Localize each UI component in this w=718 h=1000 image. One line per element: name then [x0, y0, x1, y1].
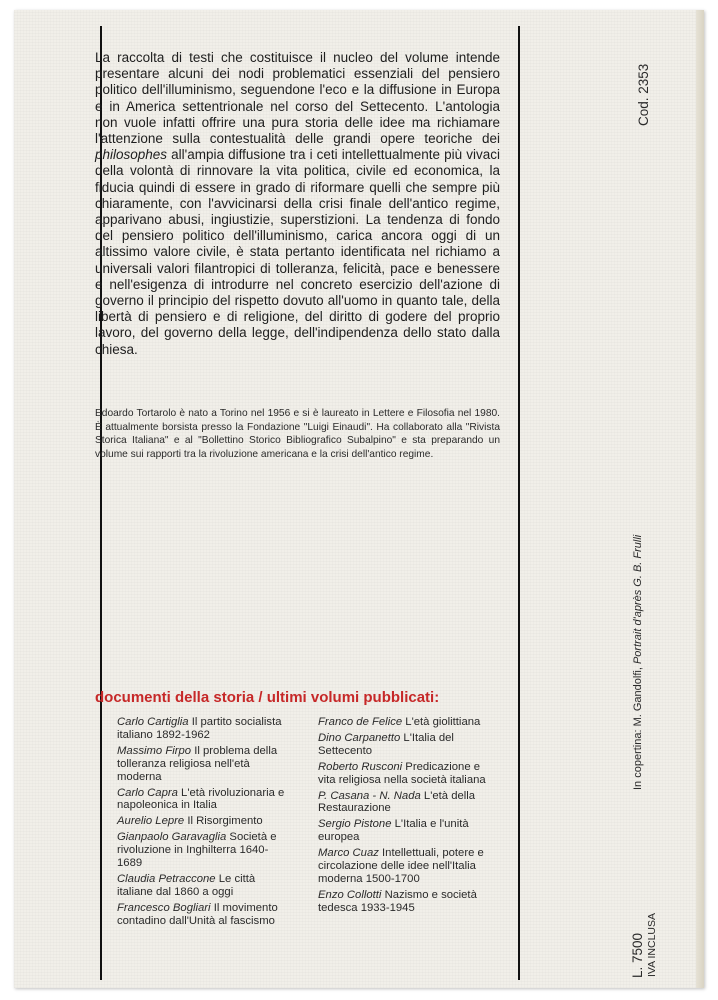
list-item: [117, 787, 287, 813]
vat-label: IVA INCLUSA: [646, 913, 658, 977]
description-part-1: La raccolta di testi che costituisce il nucleo del volume intende presentare alcuni dei nodi problematici essenziali del pensiero politico dell'illuminismo, seguendone l'eco e la diffusione in Europa e in America settentrionale nel corso del Settecento. L'antologia non vuole infatti offrire una pura storia delle idee ma richiamare l'attenzione sulla contestualità delle grandi opere teoriche dei: [95, 50, 500, 147]
list-item-title: Il partito socialista italiano 1892-1962: [117, 716, 282, 741]
list-item-title: L'età rivoluzionaria e napoleonica in Italia: [117, 786, 285, 812]
list-item-author: P. Casana - N. Nada: [318, 789, 421, 802]
list-item-author: Enzo Collotti: [318, 888, 382, 901]
description-part-2: all'ampia diffusione tra i ceti intellettualmente più vivaci della volontà di rinnovare la vita politica, civile ed economica, la fiducia quindi di essere in grado di riformare quelli che sempre più chiaramente, con l'avvicinarsi della crisi finale dell'antico regime, apparivano abusi, ingiustizie, superstizioni. La tendenza di fondo del pensiero politico dell'illuminismo, carica ancora oggi di un altissimo valore civile, è stata pertanto identificata nel richiamo a universali valori filantropici di tolleranza, felicità, pace e benessere e nell'esigenza di introdurre nel concreto esercizio dell'azione di governo il principio del rispetto dovuto all'uomo in quanto tale, della libertà di pensiero e di religione, del diritto di godere del proprio lavoro, del governo della legge, dell'indipendenza dello stato dalla chiesa.: [95, 147, 500, 357]
list-item-title: L'Italia del Settecento: [318, 731, 454, 757]
list-item-title: L'età della Restaurazione: [318, 789, 476, 815]
list-item: [318, 716, 488, 729]
series-list-right: [318, 716, 488, 918]
series-list-left: [117, 716, 287, 931]
list-item-author: Franco de Felice: [318, 716, 403, 728]
list-item-author: Roberto Rusconi: [318, 760, 403, 773]
list-item-title: L'età giolittiana: [405, 716, 481, 728]
cover-credit-title: Portrait d'après G. B. Frulli: [632, 534, 644, 665]
list-item-title: Il problema della tolleranza religiosa nell'età moderna: [117, 744, 278, 783]
cover-credit: [632, 535, 644, 790]
cover-credit-prefix: In copertina: M. Gandolfi,: [632, 667, 644, 790]
list-item: [318, 889, 488, 915]
list-item-author: Gianpaolo Garavaglia: [117, 831, 227, 844]
list-item-author: Aurelio Lepre: [117, 815, 185, 828]
list-item: [117, 873, 287, 899]
list-item-author: Sergio Pistone: [318, 818, 392, 831]
list-item: [117, 831, 287, 870]
list-item: [117, 716, 287, 742]
author-bio: Edoardo Tortarolo è nato a Torino nel 1956 e si è laureato in Lettere e Filosofia nel 1980. È attualmente borsista presso la Fondazione "Luigi Einaudi". Ha collaborato alla "Rivista Storica Italiana" e al "Bollettino Storico Bibliografico Subalpino" e sta preparando un volume sui rapporti tra la rivoluzione americana e la crisi dell'antico regime.: [95, 408, 500, 460]
list-item-author: Carlo Cartiglia: [117, 716, 189, 728]
list-item-author: Marco Cuaz: [318, 847, 379, 860]
list-item-title: Intellettuali, potere e circolazione delle idee nell'Italia moderna 1500-1700: [318, 847, 484, 885]
list-item: [318, 761, 488, 787]
list-item: [318, 790, 488, 816]
list-item: [318, 732, 488, 758]
catalog-code: Cod. 2353: [636, 63, 651, 126]
list-item-author: Claudia Petraccone: [117, 872, 216, 885]
list-item-title: Le città italiane dal 1860 a oggi: [117, 872, 256, 898]
list-item: [318, 818, 488, 844]
description-italic-word: philosophes: [95, 147, 168, 163]
list-item-author: Carlo Capra: [117, 786, 178, 799]
list-item-title: Il movimento contadino dall'Unità al fascismo: [117, 901, 278, 927]
list-item: [318, 847, 488, 886]
list-item-author: Dino Carpanetto: [318, 731, 401, 744]
list-item-title: Predicazione e vita religiosa nella società italiana: [318, 760, 486, 786]
page-edge: [696, 10, 704, 988]
list-item: [117, 902, 287, 928]
list-item-author: Massimo Firpo: [117, 744, 192, 757]
right-vertical-rule: [518, 26, 520, 980]
series-heading: documenti della storia / ultimi volumi pubblicati:: [95, 689, 440, 706]
list-item-title: Società e rivoluzione in Inghilterra 1640-1689: [117, 831, 277, 870]
list-item-title: Nazismo e società tedesca 1933-1945: [318, 888, 477, 914]
description-text: [95, 50, 500, 358]
list-item-author: Francesco Bogliari: [117, 901, 211, 914]
list-item: [117, 745, 287, 784]
list-item-title: L'Italia e l'unità europea: [318, 818, 469, 844]
list-item: [117, 815, 287, 828]
price-label: L. 7500: [630, 932, 645, 978]
list-item-title: Il Risorgimento: [187, 815, 263, 828]
